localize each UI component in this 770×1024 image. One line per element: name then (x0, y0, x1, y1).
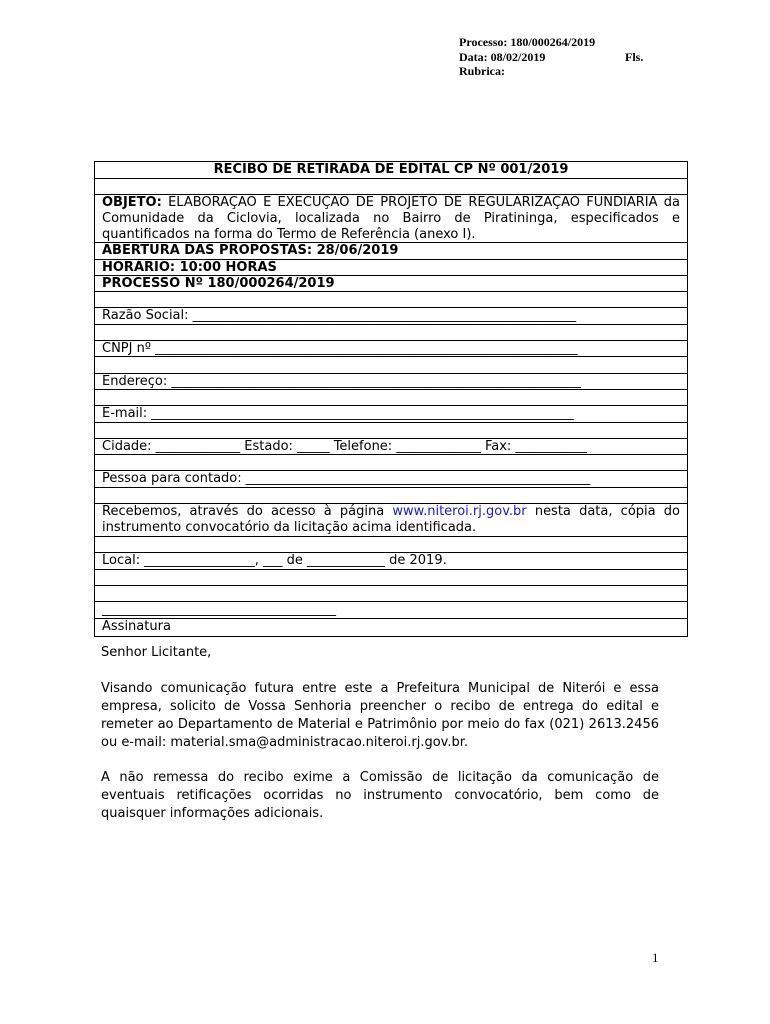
empty-row (95, 390, 687, 406)
empty-row (95, 570, 687, 586)
empty-row (95, 292, 687, 308)
empty-row (95, 488, 687, 504)
pessoa-contato-field[interactable]: Pessoa para contado: _____________________________________________________ (95, 471, 687, 487)
email-field[interactable]: E-mail: _________________________________________________________________ (95, 406, 687, 422)
header-data: Data: 08/02/2019 (459, 49, 546, 64)
empty-row (95, 179, 687, 195)
page-number: 1 (652, 950, 659, 965)
objeto-label: OBJETO: (102, 195, 162, 211)
processo-row: PROCESSO Nº 180/000264/2019 (95, 276, 687, 292)
paragraph-non-remittance: A não remessa do recibo exime a Comissão de licitação da comunicação de eventuais retificações ocorridas no instrumento convocatório, bem como de quaisquer informações adicionais. (101, 770, 659, 821)
empty-row (95, 537, 687, 553)
local-data-field[interactable]: Local: _________________, ___ de ____________ de 2019. (95, 553, 687, 569)
endereco-field[interactable]: Endereço: _______________________________________________________________ (95, 374, 687, 390)
empty-row (95, 455, 687, 471)
niteroi-link[interactable]: www.niteroi.rj.gov.br (392, 504, 527, 520)
empty-row (95, 423, 687, 439)
document-header (459, 35, 644, 79)
header-fls: Fls. (625, 49, 644, 64)
cnpj-field[interactable]: CNPJ nº _________________________________________________________________ (95, 341, 687, 357)
recebemos-row (95, 504, 687, 537)
salutation: Senhor Licitante, (101, 645, 212, 660)
cidade-estado-telefone-fax-field[interactable]: Cidade: _____________ Estado: _____ Telefone: _____________ Fax: ___________ (95, 439, 687, 455)
header-rubrica: Rubrica: (459, 64, 505, 78)
signature-line[interactable]: ____________________________________ (95, 602, 687, 619)
receipt-form (94, 161, 688, 637)
signature-label: Assinatura (102, 619, 171, 635)
header-processo: Processo: 180/000264/2019 (459, 35, 596, 49)
recebemos-text-after: nesta data, cópia do instrumento convocatório da licitação acima identificada. (102, 504, 681, 536)
objeto-text: ELABORAÇÃO E EXECUÇÃO DE PROJETO DE REGULARIZAÇÃO FUNDIÁRIA da Comunidade da Ciclovia, localizada no Bairro de Piratininga, especificados e quantificados na forma do Termo de Referência (anexo I). (102, 195, 680, 243)
empty-row (95, 586, 687, 602)
paragraph-communication: Visando comunicação futura entre este a Prefeitura Municipal de Niterói e essa empresa, solicito de Vossa Senhoria preencher o recibo de entrega do edital e remeter ao Departamento de Material e Patrimônio por meio do fax (021) 2613.2456 ou e-mail: material.sma@administracao.niteroi.rj.gov.br. (101, 681, 659, 750)
horario-row: HORÁRIO: 10:00 HORAS (95, 260, 687, 276)
abertura-row: ABERTURA DAS PROPOSTAS: 28/06/2019 (95, 243, 687, 259)
empty-row (95, 357, 687, 373)
form-title: RECIBO DE RETIRADA DE EDITAL CP Nº 001/2019 (95, 162, 687, 179)
razao-social-field[interactable]: Razão Social: ___________________________________________________________ (95, 308, 687, 324)
objeto-row (95, 195, 687, 243)
empty-row (95, 325, 687, 341)
recebemos-text-before: Recebemos, através do acesso à página (102, 504, 393, 520)
